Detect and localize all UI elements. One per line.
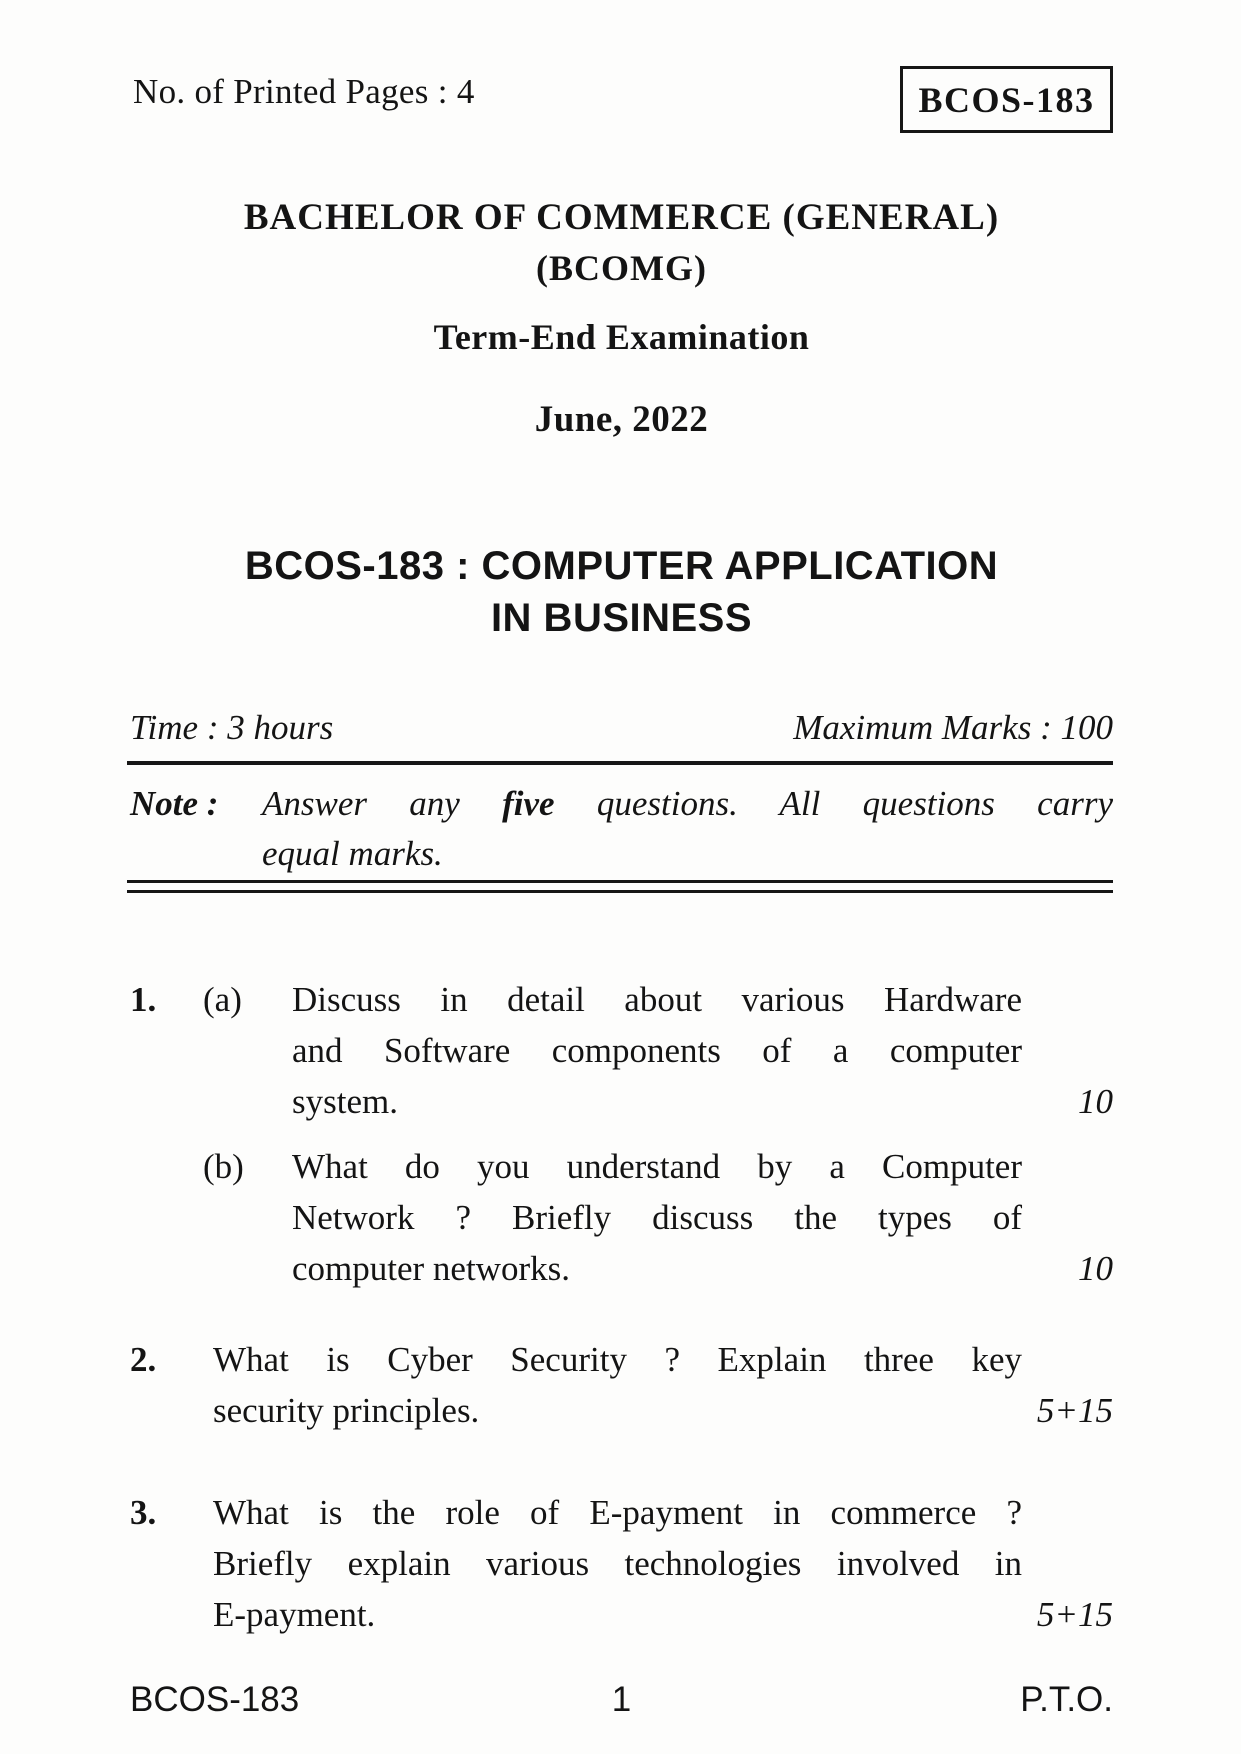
note-label: Note : [130,784,219,823]
question-line: system. [292,1082,398,1121]
question-number: 3. [130,1493,157,1532]
meta-row [130,708,1113,748]
course-code-box-label: BCOS-183 [918,79,1095,120]
footer-course-code: BCOS-183 [130,1680,300,1719]
question-3-row [130,1487,1113,1640]
program-title: BACHELOR OF COMMERCE (GENERAL) [243,197,1000,238]
question-subpart-label: (b) [203,1147,244,1186]
question-line: What is the role of E-payment in commerce ? [213,1493,1022,1532]
question-1a-row [130,974,1113,1127]
divider-rule [127,761,1113,765]
question-line: Briefly explain various technologies involved in [213,1544,1022,1583]
question-line: What do you understand by a Computer [292,1147,1022,1186]
question-line: Network ? Briefly discuss the types of [292,1198,1022,1237]
question-marks: 5+15 [1036,1595,1113,1634]
question-subpart-label: (a) [203,980,242,1019]
question-marks: 10 [1078,1082,1113,1121]
course-code-box [900,66,1113,133]
question-line: computer networks. [292,1249,570,1288]
note-line-2: equal marks. [262,834,443,873]
question-marks: 5+15 [1036,1391,1113,1430]
time-allowed: Time : 3 hours [130,708,334,747]
question-marks: 10 [1078,1249,1113,1288]
exam-title: Term-End Examination [433,317,810,357]
footer-page-number: 1 [611,1680,632,1719]
note-block [130,779,1113,879]
section-divider-double-rule [127,880,1113,893]
question-text [292,974,1022,1127]
question-line: and Software components of a computer [292,1031,1022,1070]
maximum-marks: Maximum Marks : 100 [793,708,1113,747]
footer-pto: P.T.O. [1020,1680,1113,1719]
note-line-1: Answer any five questions. All questions carry [262,784,1113,823]
question-text [213,1487,1022,1640]
question-number: 2. [130,1340,157,1379]
note-bold-word: five [502,784,555,823]
question-2-row [130,1334,1113,1436]
question-number: 1. [130,980,157,1019]
question-text [213,1334,1022,1436]
question-line: E-payment. [213,1595,376,1634]
question-line: security principles. [213,1391,480,1430]
question-line: What is Cyber Security ? Explain three key [213,1340,1022,1379]
question-line: Discuss in detail about various Hardware [292,980,1022,1019]
course-heading-line1: BCOS-183 : COMPUTER APPLICATION [244,544,999,588]
program-abbreviation: (BCOMG) [536,248,707,288]
exam-session: June, 2022 [534,399,709,440]
printed-pages-note: No. of Printed Pages : 4 [133,72,475,111]
course-heading-line2: IN BUSINESS [490,596,753,640]
note-text [262,779,1113,879]
question-1b-row [130,1141,1113,1294]
question-text [292,1141,1022,1294]
